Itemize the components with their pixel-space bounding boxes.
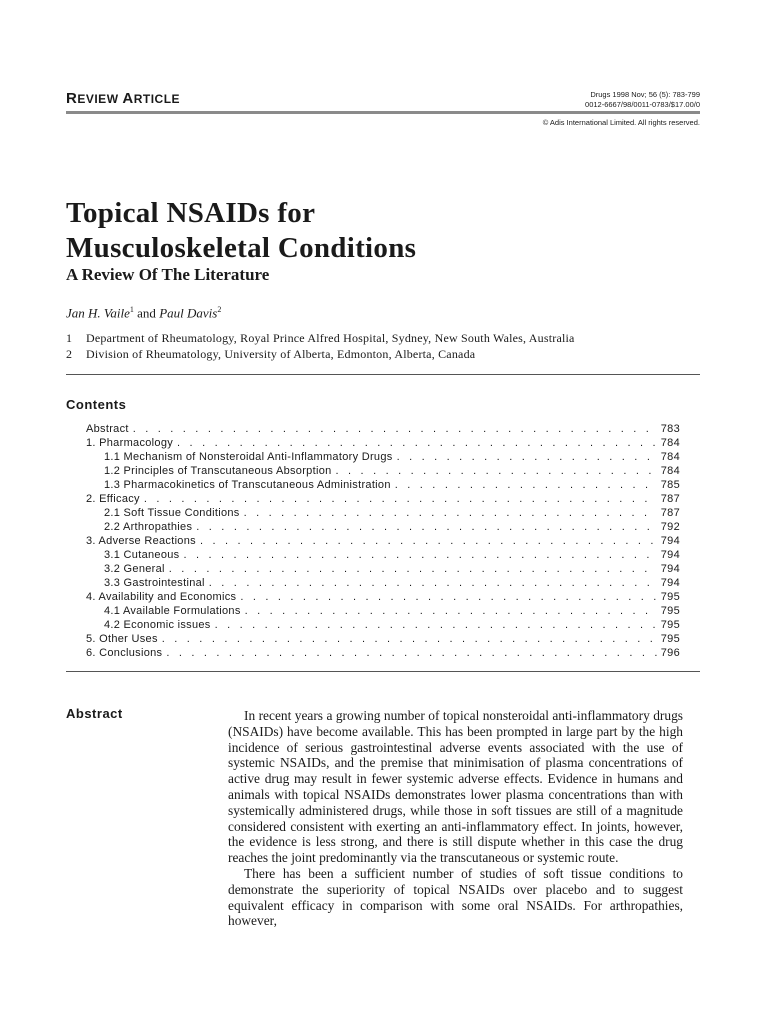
article-type-initial: A [122, 90, 134, 107]
toc-entry-page: 794 [660, 535, 680, 547]
toc-entry-label: 4.2 Economic issues [104, 619, 211, 631]
toc-entry[interactable] [86, 590, 680, 604]
toc-entry-label: 3.1 Cutaneous [104, 549, 180, 561]
toc-entry[interactable] [86, 450, 680, 464]
toc-leader-dots [244, 506, 657, 520]
toc-entry-label: 1.3 Pharmacokinetics of Transcutaneous Administration [104, 479, 391, 491]
affiliation-1 [66, 331, 575, 346]
affiliation-number: 1 [66, 331, 73, 345]
toc-leader-dots [162, 632, 657, 646]
article-type-initial: R [66, 90, 78, 107]
toc-entry[interactable] [86, 436, 680, 450]
toc-entry[interactable] [86, 422, 680, 436]
toc-leader-dots [209, 576, 657, 590]
toc-entry[interactable] [86, 492, 680, 506]
toc-entry-page: 787 [660, 493, 680, 505]
toc-leader-dots [240, 590, 656, 604]
article-type-text: EVIEW [77, 92, 123, 106]
toc-entry-label: 2.1 Soft Tissue Conditions [104, 507, 240, 519]
toc-entry[interactable] [86, 604, 680, 618]
author-conjunction: and [133, 305, 160, 321]
section-divider [66, 374, 700, 375]
abstract-body [228, 708, 683, 929]
toc-entry-label: 5. Other Uses [86, 633, 158, 645]
toc-entry[interactable] [86, 464, 680, 478]
toc-leader-dots [397, 450, 657, 464]
toc-entry-label: 6. Conclusions [86, 647, 163, 659]
toc-entry[interactable] [86, 576, 680, 590]
toc-leader-dots [177, 436, 657, 450]
toc-leader-dots [245, 604, 657, 618]
article-subtitle: A Review Of The Literature [66, 265, 270, 284]
toc-leader-dots [166, 646, 656, 660]
toc-entry-page: 784 [660, 451, 680, 463]
abstract-paragraph: There has been a sufficient number of studies of soft tissue conditions to demonstrate the superiority of topical NSAIDs over placebo and to suggest equivalent efficacy in comparison with some oral NSAIDs. For arthropathies, however, [228, 865, 683, 929]
toc-leader-dots [144, 492, 657, 506]
toc-entry-label: 1. Pharmacology [86, 437, 174, 449]
toc-leader-dots [133, 422, 657, 436]
toc-entry-page: 794 [660, 577, 680, 589]
toc-entry-page: 784 [660, 437, 680, 449]
toc-entry-label: Abstract [86, 423, 129, 435]
toc-leader-dots [200, 534, 657, 548]
toc-entry-page: 787 [660, 507, 680, 519]
toc-entry-page: 795 [660, 591, 680, 603]
table-of-contents [86, 422, 680, 660]
toc-entry-label: 3.3 Gastrointestinal [104, 577, 205, 589]
toc-entry-label: 1.2 Principles of Transcutaneous Absorption [104, 465, 332, 477]
section-divider [66, 671, 700, 672]
header-rule [66, 111, 700, 114]
title-line-2: Musculoskeletal Conditions [66, 232, 417, 264]
author-1-affiliation-mark: 1 [129, 305, 134, 314]
copyright-notice: © Adis International Limited. All rights reserved. [542, 118, 700, 127]
article-type-label [66, 90, 180, 107]
author-1: Jan H. Vaile [66, 305, 130, 321]
toc-entry[interactable] [86, 548, 680, 562]
issn: 0012-6667/98/0011-0783/$17.00/0 [585, 100, 700, 109]
toc-leader-dots [215, 618, 657, 632]
contents-heading: Contents [66, 397, 127, 412]
toc-entry[interactable] [86, 478, 680, 492]
affiliation-text: Department of Rheumatology, Royal Prince Alfred Hospital, Sydney, New South Wales, Australia [86, 331, 575, 345]
toc-entry[interactable] [86, 632, 680, 646]
toc-leader-dots [169, 562, 657, 576]
toc-entry[interactable] [86, 562, 680, 576]
toc-entry[interactable] [86, 534, 680, 548]
affiliation-2 [66, 347, 475, 362]
article-title [66, 196, 706, 266]
toc-entry-page: 794 [660, 549, 680, 561]
affiliation-number: 2 [66, 347, 73, 361]
toc-entry-page: 795 [660, 619, 680, 631]
author-line [66, 305, 221, 321]
toc-entry-label: 2.2 Arthropathies [104, 521, 193, 533]
toc-entry-label: 4. Availability and Economics [86, 591, 237, 603]
toc-entry-label: 1.1 Mechanism of Nonsteroidal Anti-Inflammatory Drugs [104, 451, 393, 463]
toc-entry[interactable] [86, 646, 680, 660]
citation: Drugs 1998 Nov; 56 (5): 783-799 [590, 90, 700, 99]
author-2: Paul Davis [159, 305, 218, 321]
toc-entry-page: 784 [660, 465, 680, 477]
toc-entry[interactable] [86, 506, 680, 520]
toc-entry-label: 2. Efficacy [86, 493, 140, 505]
toc-leader-dots [395, 478, 657, 492]
toc-entry-label: 3.2 General [104, 563, 165, 575]
author-2-affiliation-mark: 2 [217, 305, 222, 314]
abstract-paragraph: In recent years a growing number of topical nonsteroidal anti-inflammatory drugs (NSAIDs) have become available. This has been prompted in large part by the high incidence of serious gastrointestinal adverse events associated with the use of systemic NSAIDs, and the premise that minimisation of plasma concentrations of active drug may result in fewer systemic adverse effects. Evidence in humans and animals with topical NSAIDs demonstrates lower plasma concentrations than with systemically administered drugs, while those in soft tissues are still of a magnitude considered consistent with exerting an anti-inflammatory effect. In joints, however, the evidence is less strong, and there is still dispute whether in this case the drug reaches the joint predominantly via the transcutaneous or systemic route. [228, 708, 683, 866]
toc-entry-page: 796 [660, 647, 680, 659]
toc-entry-page: 795 [660, 633, 680, 645]
toc-entry-label: 4.1 Available Formulations [104, 605, 241, 617]
toc-entry-page: 795 [660, 605, 680, 617]
title-line-1: Topical NSAIDs for [66, 197, 316, 229]
toc-entry-page: 794 [660, 563, 680, 575]
toc-entry[interactable] [86, 618, 680, 632]
toc-leader-dots [183, 548, 656, 562]
affiliation-text: Division of Rheumatology, University of Alberta, Edmonton, Alberta, Canada [86, 347, 476, 361]
article-type-text: RTICLE [133, 92, 181, 106]
toc-entry-label: 3. Adverse Reactions [86, 535, 196, 547]
toc-leader-dots [336, 464, 657, 478]
toc-entry[interactable] [86, 520, 680, 534]
toc-entry-page: 785 [660, 479, 680, 491]
citation-block [585, 90, 700, 110]
toc-entry-page: 792 [660, 521, 680, 533]
toc-leader-dots [196, 520, 656, 534]
abstract-heading: Abstract [66, 706, 123, 721]
toc-entry-page: 783 [660, 423, 680, 435]
